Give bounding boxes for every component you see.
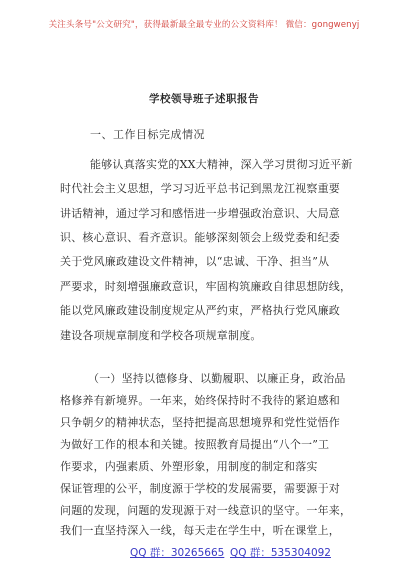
paragraph-line: 能以党风廉政建设制度规定从严约束，严格执行党风廉政	[60, 304, 340, 317]
paragraph-line: 讲话精神，通过学习和感悟进一步增强政治意识、大局意	[60, 207, 340, 220]
paragraph-line: 问题的发现，问题的发现源于对一线意识的坚守。一年来，	[60, 504, 352, 517]
paragraph-line: 建设各项规章制度和学校各项规章制度。	[60, 329, 262, 342]
document-title: 学校领导班子述职报告	[149, 93, 259, 105]
paragraph-line: 只争朝夕的精神状态，坚持把提高思想境界和党性觉悟作	[60, 416, 340, 429]
paragraph-line: 作要求，内强素质、外塑形象，用制度的制定和落实	[60, 460, 318, 473]
qq-group-link-2[interactable]: QQ 群：535304092	[230, 547, 331, 559]
qq-group-link-1[interactable]: QQ 群：30265665	[130, 547, 225, 559]
paragraph-line: 关于党风廉政建设文件精神，以“忠诚、干净、担当”从	[60, 255, 330, 268]
paragraph-line: 识、核心意识、看齐意识。能够深刻领会上级党委和纪委	[60, 231, 340, 244]
paragraph-line: 格修养有新境界。一年来，始终保持时不我待的紧迫感和	[60, 394, 340, 407]
paragraph-line: 我们一直坚持深入一线，每天走在学生中，听在课堂上，	[60, 524, 340, 537]
header-note: 关注头条号"公文研究"，获得最新最全最专业的公文资料库！ 微信：gongwenyj	[48, 20, 360, 30]
paragraph-line: （一）坚持以德修身、以勤履职、以廉正身，政治品	[88, 372, 346, 385]
paragraph-line: 保证管理的公平，制度源于学校的发展需要，需要源于对	[60, 482, 340, 495]
paragraph-line: 严要求，时刻增强廉政意识，牢固构筑廉政自律思想防线，	[60, 280, 352, 293]
section-heading: 一、工作目标完成情况	[90, 128, 205, 141]
paragraph-line: 时代社会主义思想，学习习近平总书记到黑龙江视察重要	[60, 182, 340, 195]
paragraph-line: 能够认真落实党的XX大精神，深入学习贯彻习近平新	[90, 158, 353, 171]
paragraph-line: 为做好工作的根本和关键。按照教育局提出“八个一”工	[60, 438, 330, 451]
